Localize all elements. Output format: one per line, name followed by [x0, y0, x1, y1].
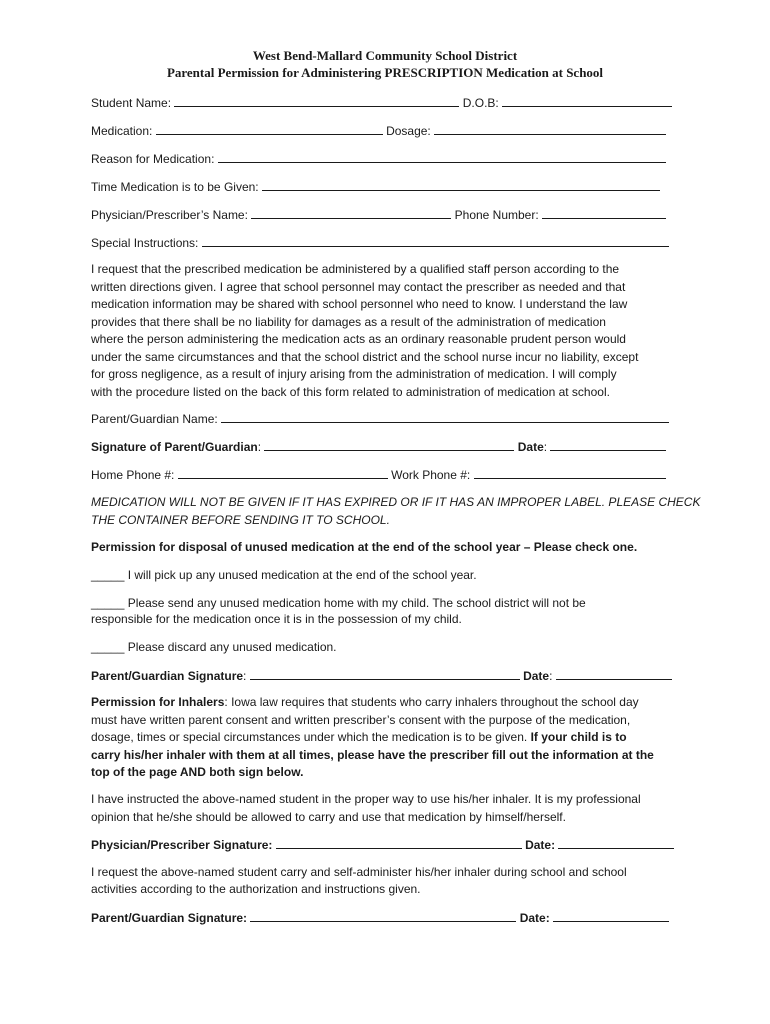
disposal-option-text: Please discard any unused medication. — [127, 640, 337, 654]
physician-field[interactable] — [251, 206, 451, 219]
physician-signature-label: Physician/Prescriber Signature: — [91, 838, 273, 852]
dob-field[interactable] — [502, 94, 672, 107]
warning-line: THE CONTAINER BEFORE SENDING IT TO SCHOOL. — [91, 512, 390, 527]
home-phone-label: Home Phone #: — [91, 468, 175, 482]
disposal-blank[interactable]: _____ — [91, 596, 125, 610]
reason-label: Reason for Medication: — [91, 152, 215, 166]
inhaler-text: dosage, times or special circumstances under which the medication is to be given. — [91, 730, 528, 744]
disposal-option-1 — [91, 567, 691, 585]
guardian-name-row — [91, 410, 691, 429]
time-label: Time Medication is to be Given: — [91, 180, 259, 194]
student-name-field[interactable] — [174, 94, 459, 107]
disposal-option-3 — [91, 639, 691, 657]
disposal-option-2-cont: responsible for the medication once it is in the possession of my child. — [91, 612, 462, 626]
time-row — [91, 178, 691, 197]
physician-signature-field[interactable] — [276, 836, 522, 849]
student-name-row — [91, 94, 691, 113]
consent-line: under the same circumstances and that the school district and the school nurse incur no liability, except — [91, 349, 639, 364]
inhaler-line-5: top of the page AND both sign below. — [91, 765, 304, 779]
medication-label: Medication: — [91, 124, 153, 138]
disposal-date-field[interactable] — [556, 667, 672, 680]
phone-field[interactable] — [542, 206, 666, 219]
disposal-blank[interactable]: _____ — [91, 568, 125, 582]
inhaler-parent-date-field[interactable] — [553, 909, 669, 922]
guardian-date-label: Date — [517, 440, 544, 454]
physician-row — [91, 206, 691, 225]
inhaler-text: Iowa law requires that students who carry inhalers throughout the school day — [231, 695, 639, 709]
consent-line: where the person administering the medication acts as an ordinary reasonable prudent person would — [91, 332, 626, 346]
inhaler-heading: Permission for Inhalers — [91, 695, 225, 709]
work-phone-label: Work Phone #: — [391, 468, 471, 482]
inhaler-parent-signature-label: Parent/Guardian Signature: — [91, 911, 248, 925]
dosage-field[interactable] — [434, 122, 666, 135]
phone-row — [91, 466, 691, 485]
inhaler-parent-signature-field[interactable] — [250, 909, 516, 922]
disposal-date-label: Date — [523, 669, 550, 683]
physician-statement: I have instructed the above-named student in the proper way to use his/her inhaler. It is my professional — [91, 792, 641, 806]
reason-row — [91, 150, 691, 169]
reason-field[interactable] — [218, 150, 666, 163]
disposal-signature-row: Parent/Guardian Signature: Date: — [91, 667, 691, 686]
special-instructions-label: Special Instructions: — [91, 236, 199, 250]
special-instructions-row — [91, 234, 691, 253]
medication-row — [91, 122, 691, 141]
inhaler-line-3 — [91, 729, 691, 747]
guardian-name-field[interactable] — [221, 410, 669, 423]
guardian-signature-field[interactable] — [264, 438, 514, 451]
disposal-option-text: Please send any unused medication home with my child. The school district will not be — [127, 596, 586, 610]
inhaler-line-4: carry his/her inhaler with them at all times, please have the prescriber fill out the information at the — [91, 747, 654, 762]
physician-date-field[interactable] — [558, 836, 674, 849]
guardian-name-label: Parent/Guardian Name: — [91, 412, 218, 426]
physician-label: Physician/Prescriber’s Name: — [91, 208, 248, 222]
consent-line: I request that the prescribed medication be administered by a qualified staff person according to the — [91, 262, 620, 276]
physician-date-label: Date: — [525, 838, 556, 852]
inhaler-parent-signature-row — [91, 909, 691, 928]
warning-line: MEDICATION WILL NOT BE GIVEN IF IT HAS EXPIRED OR IF IT HAS AN IMPROPER LABEL. PLEASE CHECK — [91, 495, 701, 509]
district-heading: West Bend-Mallard Community School District — [252, 48, 518, 63]
form-title: Parental Permission for Administering PRESCRIPTION Medication at School — [166, 65, 604, 80]
dob-label: D.O.B: — [462, 96, 499, 110]
disposal-heading: Permission for disposal of unused medication at the end of the school year – Please check one. — [91, 540, 638, 554]
inhaler-line-2: must have written parent consent and written prescriber’s consent with the purpose of the medication, — [91, 712, 631, 727]
disposal-option-2 — [91, 595, 691, 613]
inhaler-line-1: Permission for Inhalers: Iowa law requires that students who carry inhalers throughout the school day — [91, 695, 639, 709]
inhaler-parent-date-label: Date: — [519, 911, 550, 925]
disposal-signature-label: Parent/Guardian Signature — [91, 669, 244, 683]
physician-signature-row — [91, 836, 691, 855]
medication-field[interactable] — [156, 122, 383, 135]
guardian-date-field[interactable] — [550, 438, 666, 451]
special-instructions-field[interactable] — [202, 234, 669, 247]
student-name-label: Student Name: — [91, 96, 172, 110]
consent-line: written directions given. I agree that school personnel may contact the prescriber as needed and that — [91, 279, 626, 294]
guardian-signature-row: Signature of Parent/Guardian: Date: — [91, 438, 691, 457]
dosage-label: Dosage: — [386, 124, 431, 138]
disposal-blank[interactable]: _____ — [91, 640, 125, 654]
physician-statement: opinion that he/she should be allowed to carry and use that medication by himself/herself. — [91, 809, 566, 824]
consent-line: provides that there shall be no liability for damages as a result of the administration of medication — [91, 314, 606, 329]
home-phone-field[interactable] — [178, 466, 388, 479]
consent-line: for gross negligence, as a result of injury arising from the administration of medication. I will comply — [91, 367, 617, 381]
phone-label: Phone Number: — [454, 208, 539, 222]
parent-statement: activities according to the authorization and instructions given. — [91, 882, 421, 896]
parent-statement: I request the above-named student carry and self-administer his/her inhaler during school and school — [91, 865, 627, 879]
inhaler-text-bold: If your child is to — [530, 730, 627, 744]
consent-line: medication information may be shared with school personnel who need to know. I understand the law — [91, 297, 628, 311]
disposal-signature-field[interactable] — [250, 667, 520, 680]
consent-line: with the procedure listed on the back of this form related to administration of medication at school. — [91, 384, 610, 399]
work-phone-field[interactable] — [474, 466, 666, 479]
disposal-option-text: I will pick up any unused medication at the end of the school year. — [127, 568, 477, 582]
time-field[interactable] — [262, 178, 660, 191]
guardian-signature-label: Signature of Parent/Guardian — [91, 440, 258, 454]
